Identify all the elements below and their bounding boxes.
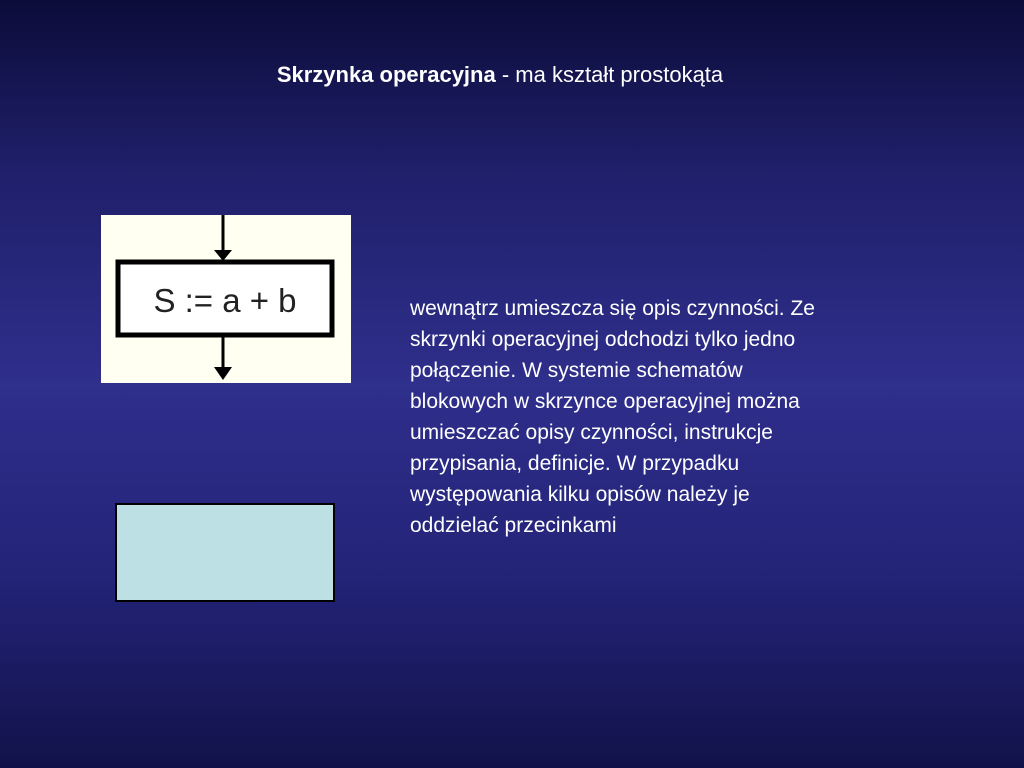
diagram-graphic	[101, 215, 351, 383]
title-rest: - ma kształt prostokąta	[495, 62, 724, 87]
operation-box-diagram	[101, 215, 351, 383]
slide-title	[0, 61, 1000, 89]
incoming-arrow-head	[214, 250, 232, 261]
title-bold: Skrzynka operacyjna	[276, 62, 496, 87]
outgoing-arrow-head	[214, 367, 232, 380]
diagram-formula: S := a + b	[153, 282, 297, 319]
sample-operation-box	[115, 503, 335, 602]
description-text: wewnątrz umieszcza się opis czynności. Ze skrzynki operacyjnej odchodzi tylko jedno połączenie. W systemie schematów blokowych w skrzynce operacyjnej można umieszczać opisy czynności, instrukcje przypisania, definicje. W przypadku występowania kilku opisów należy je oddzielać przecinkami	[410, 297, 815, 537]
